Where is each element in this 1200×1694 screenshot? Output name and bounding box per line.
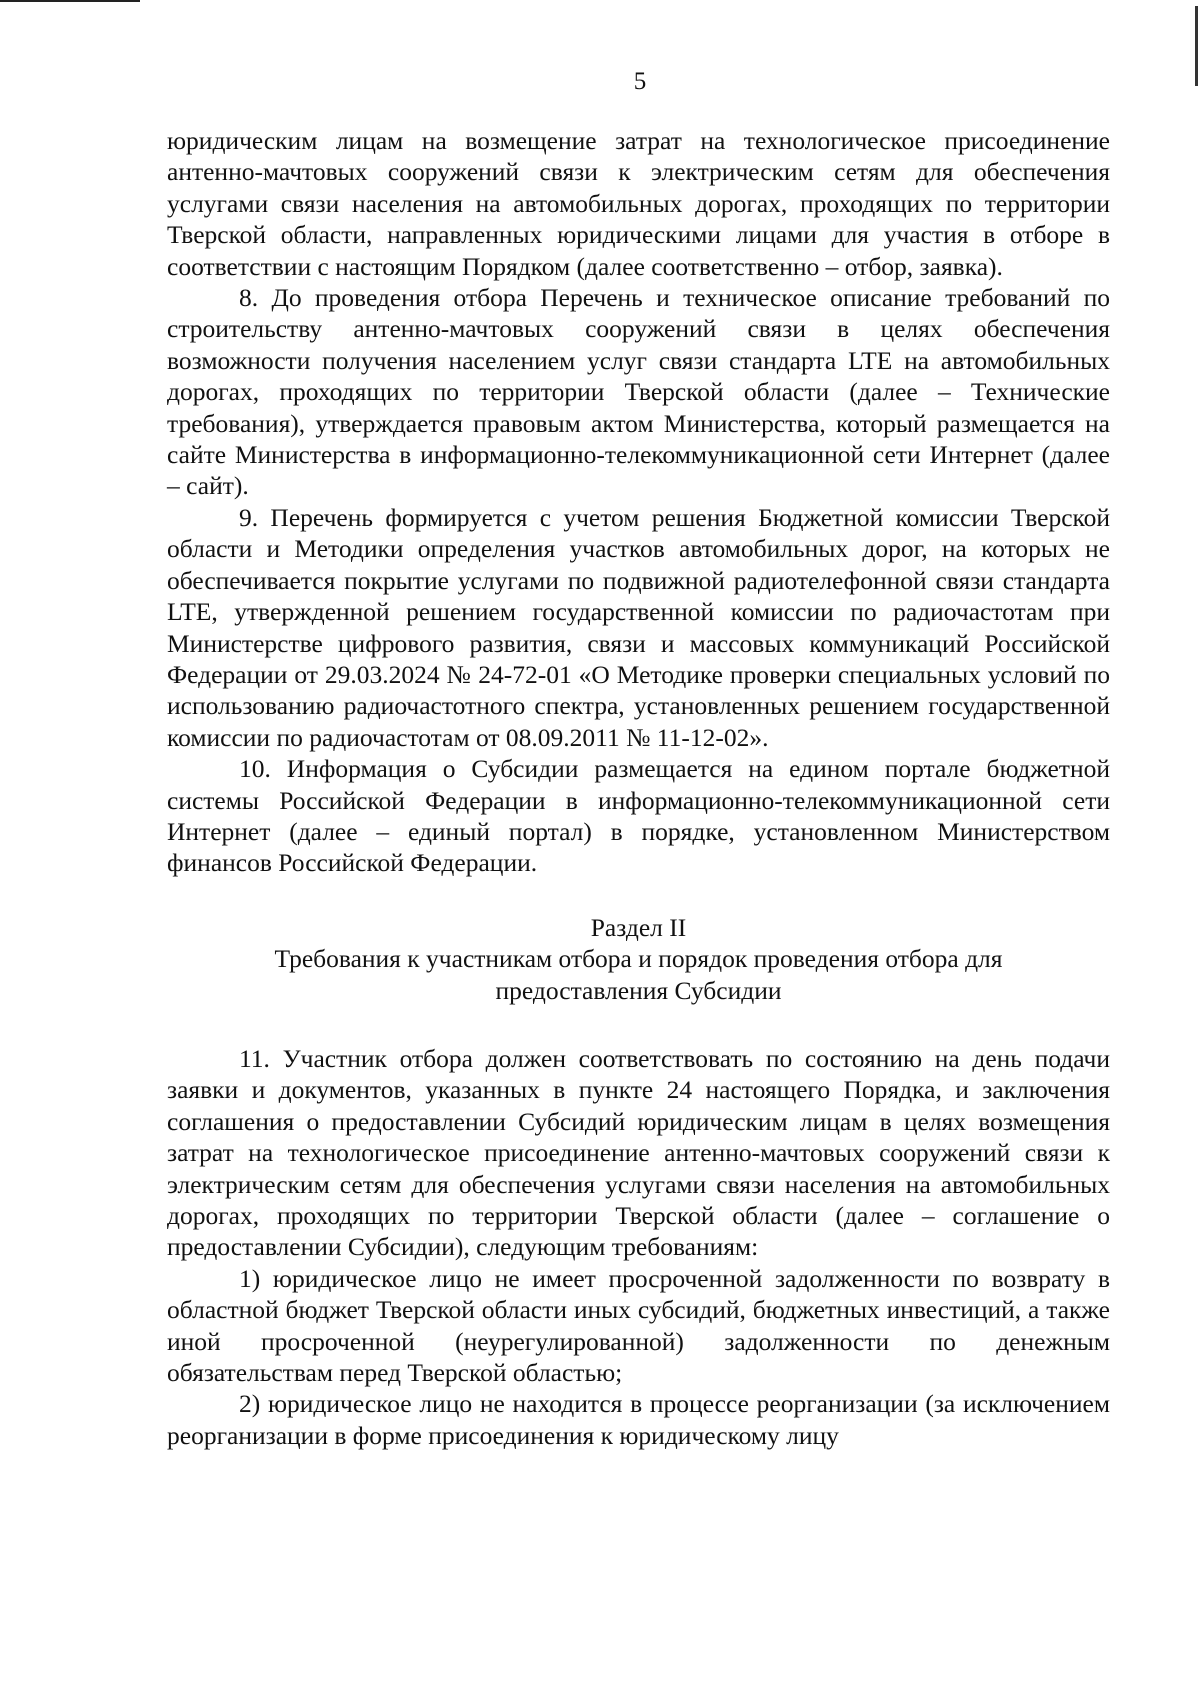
section-title-line-1: Требования к участникам отбора и порядок проведения отбора для	[274, 944, 1003, 974]
page-number: 5	[633, 68, 647, 95]
paragraph-8: 8. До проведения отбора Перечень и техническое описание требований по строительству антенно-мачтовых сооружений связи в целях обеспечения возможности получения населением услуг связи стандарта LTE на автомобильных дорогах, проходящих по территории Тверской области (далее – Технические требования), утверждается правовым актом Министерства, который размещается на сайте Министерства в информационно-телекоммуникационной сети Интернет (далее – сайт).	[167, 283, 1110, 501]
paragraph-11: 11. Участник отбора должен соответствовать по состоянию на день подачи заявки и документов, указанных в пункте 24 настоящего Порядка, и заключения соглашения о предоставлении Субсидий юридическим лицам в целях возмещения затрат на технологическое присоединение антенно-мачтовых сооружений связи к электрическим сетям для обеспечения услугами связи населения на автомобильных дорогах, проходящих по территории Тверской области (далее – соглашение о предоставлении Субсидии), следующим требованиям:	[167, 1043, 1110, 1262]
spacer	[167, 1006, 1110, 1043]
document-body	[167, 125, 1110, 1451]
requirement-2: 2) юридическое лицо не находится в процессе реорганизации (за исключением реорганизации в форме присоединения к юридическому лицу	[167, 1389, 1110, 1450]
requirement-1: 1) юридическое лицо не имеет просроченной задолженности по возврату в областной бюджет Тверской области иных субсидий, бюджетных инвестиций, а также иной просроченной (неурегулированной) задолженности по денежным обязательствам перед Тверской областью;	[167, 1263, 1110, 1388]
scan-artifact-line	[0, 0, 140, 2]
section-title-line-2: предоставления Субсидии	[495, 975, 782, 1005]
section-label: Раздел II	[590, 912, 687, 942]
spacer	[167, 879, 1110, 912]
paragraph-continuation: юридическим лицам на возмещение затрат на технологическое присоединение антенно-мачтовых сооружений связи к электрическим сетям для обеспечения услугами связи населения на автомобильных дорогах, проходящих по территории Тверской области, направленных юридическими лицами для участия в отборе в соответствии с настоящим Порядком (далее соответственно – отбор, заявка).	[167, 126, 1110, 281]
paragraph-10: 10. Информация о Субсидии размещается на едином портале бюджетной системы Российской Федерации в информационно-телекоммуникационной сети Интернет (далее – единый портал) в порядке, установленном Министерством финансов Российской Федерации.	[167, 754, 1110, 878]
paragraph-9: 9. Перечень формируется с учетом решения Бюджетной комиссии Тверской области и Методики определения участков автомобильных дорог, на которых не обеспечивается покрытие услугами по подвижной радиотелефонной связи стандарта LTE, утвержденной решением государственной комиссии по радиочастотам при Министерстве цифрового развития, связи и массовых коммуникаций Российской Федерации от 29.03.2024 № 24-72-01 «О Методике проверки специальных условий по использованию радиочастотного спектра, установленных решением государственной комиссии по радиочастотам от 08.09.2011 № 11-12-02».	[167, 502, 1110, 752]
